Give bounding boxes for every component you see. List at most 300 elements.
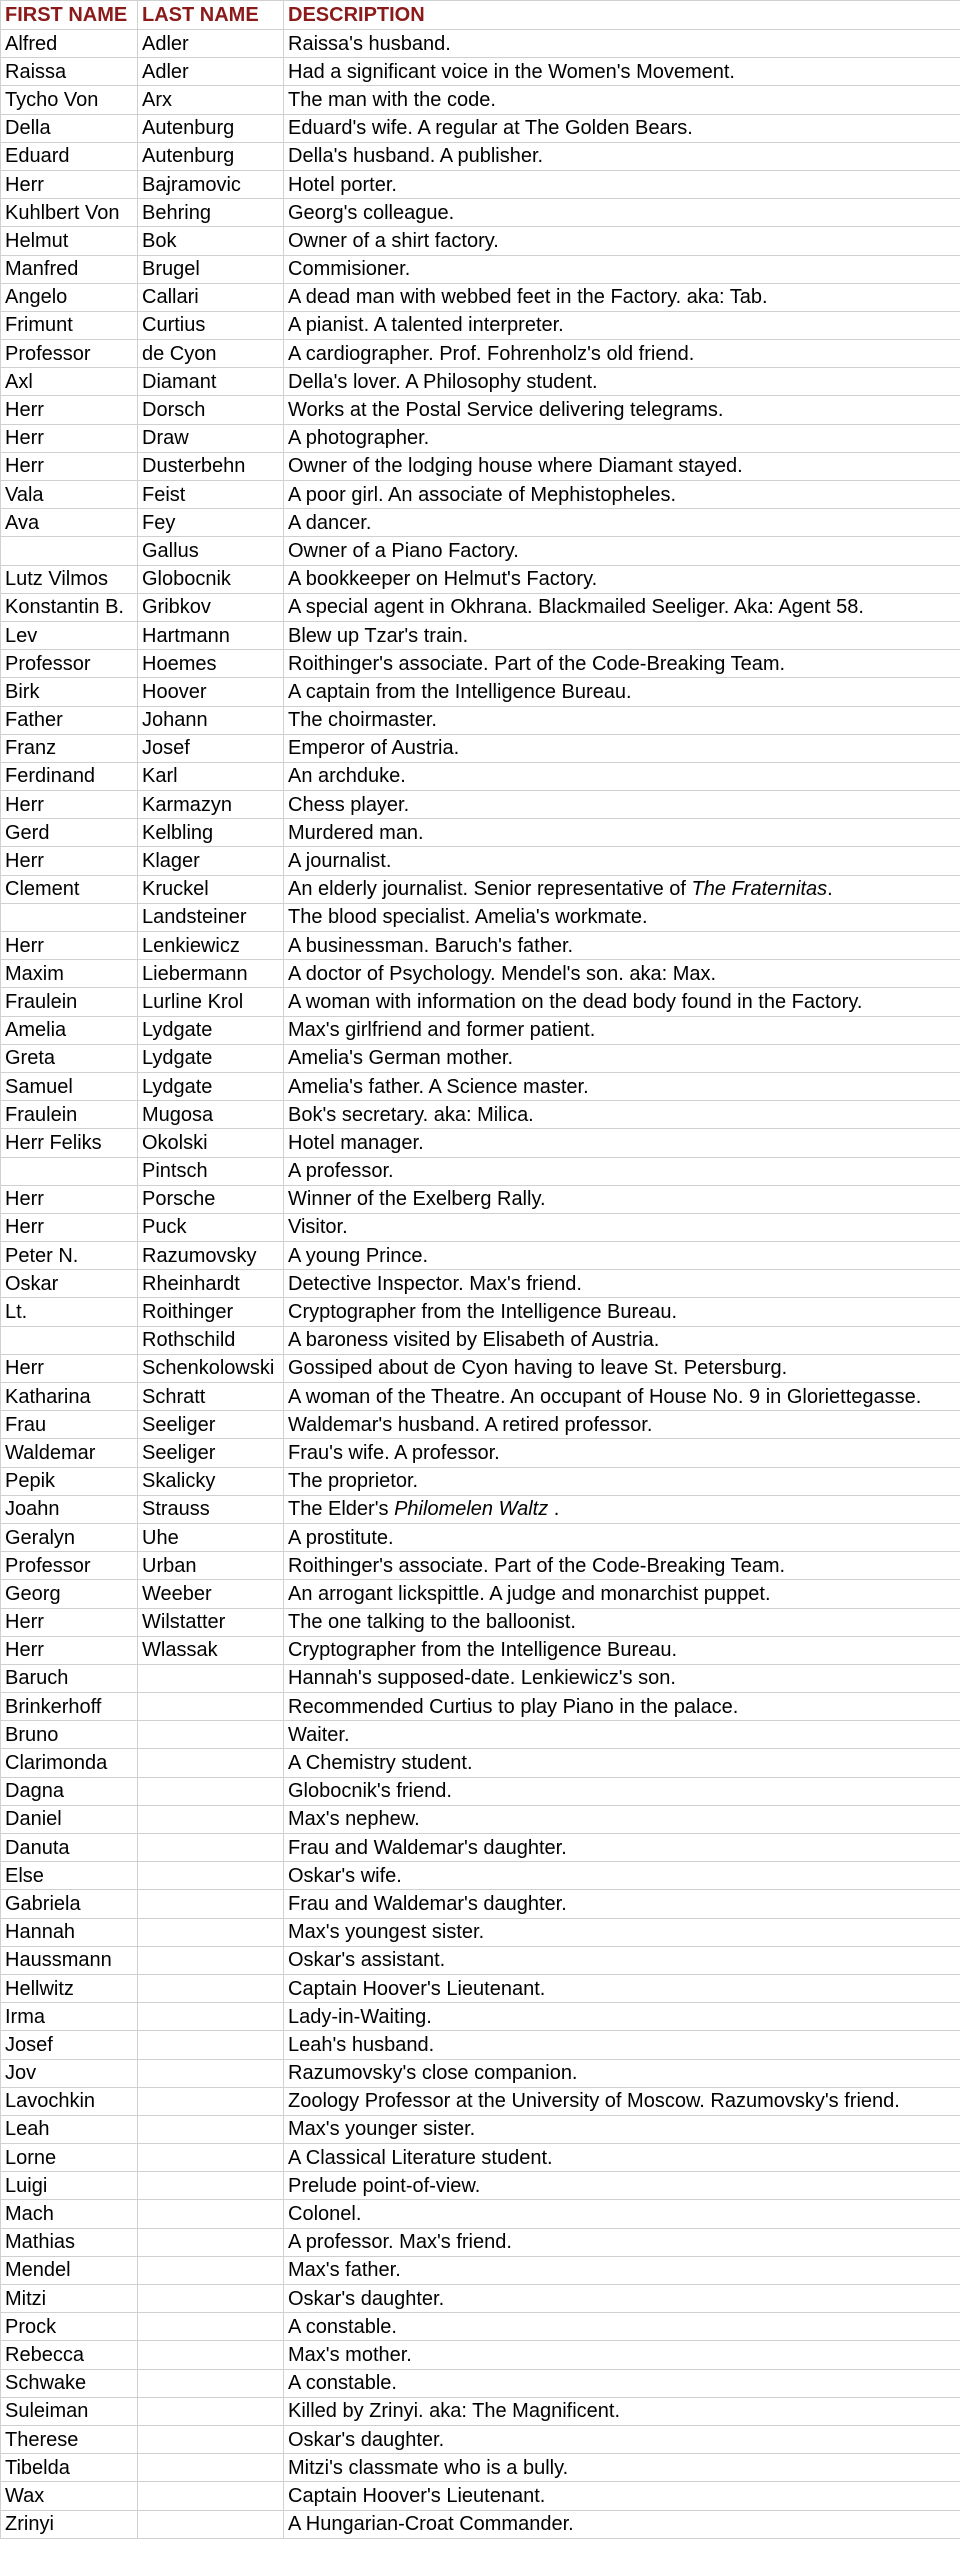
cell-last-name: Klager bbox=[138, 847, 284, 875]
cell-description: A captain from the Intelligence Bureau. bbox=[284, 678, 960, 706]
cell-first-name: Kuhlbert Von bbox=[1, 199, 138, 227]
table-row bbox=[1, 2397, 960, 2425]
table-row bbox=[1, 142, 960, 170]
cell-first-name: Dagna bbox=[1, 1777, 138, 1805]
cell-last-name bbox=[138, 2510, 284, 2538]
cell-description: A Hungarian-Croat Commander. bbox=[284, 2510, 960, 2538]
table-row bbox=[1, 1129, 960, 1157]
cell-last-name: Callari bbox=[138, 283, 284, 311]
cell-description: A journalist. bbox=[284, 847, 960, 875]
cell-last-name: Seeliger bbox=[138, 1439, 284, 1467]
table-row bbox=[1, 1467, 960, 1495]
cell-description: Visitor. bbox=[284, 1213, 960, 1241]
cell-first-name: Herr bbox=[1, 932, 138, 960]
cell-first-name: Herr bbox=[1, 452, 138, 480]
description-text-after: . bbox=[827, 878, 833, 901]
cell-description: The choirmaster. bbox=[284, 706, 960, 734]
cell-description: A young Prince. bbox=[284, 1242, 960, 1270]
cell-description: Waldemar's husband. A retired professor. bbox=[284, 1411, 960, 1439]
cell-last-name: Roithinger bbox=[138, 1298, 284, 1326]
cell-first-name: Daniel bbox=[1, 1805, 138, 1833]
table-row bbox=[1, 396, 960, 424]
cell-last-name: Hoemes bbox=[138, 650, 284, 678]
cell-description: Frau's wife. A professor. bbox=[284, 1439, 960, 1467]
header-row bbox=[1, 1, 960, 30]
cell-description: The one talking to the balloonist. bbox=[284, 1608, 960, 1636]
cell-description: A Classical Literature student. bbox=[284, 2144, 960, 2172]
cell-last-name: Razumovsky bbox=[138, 1242, 284, 1270]
table-row bbox=[1, 537, 960, 565]
cell-first-name: Maxim bbox=[1, 960, 138, 988]
cell-description: Waiter. bbox=[284, 1721, 960, 1749]
table-row bbox=[1, 311, 960, 339]
cell-first-name: Herr bbox=[1, 847, 138, 875]
cell-description: Works at the Postal Service delivering telegrams. bbox=[284, 396, 960, 424]
table-row bbox=[1, 2087, 960, 2115]
cell-description: A professor. Max's friend. bbox=[284, 2228, 960, 2256]
cell-first-name: Helmut bbox=[1, 227, 138, 255]
table-row bbox=[1, 1664, 960, 1692]
cell-description: A Chemistry student. bbox=[284, 1749, 960, 1777]
table-row bbox=[1, 1016, 960, 1044]
cell-description: Oskar's daughter. bbox=[284, 2425, 960, 2453]
cell-description: Owner of a shirt factory. bbox=[284, 227, 960, 255]
cell-last-name: Hoover bbox=[138, 678, 284, 706]
cell-last-name: Rothschild bbox=[138, 1326, 284, 1354]
table-row bbox=[1, 2031, 960, 2059]
table-row bbox=[1, 2454, 960, 2482]
cell-description: Razumovsky's close companion. bbox=[284, 2059, 960, 2087]
cell-first-name: Josef bbox=[1, 2031, 138, 2059]
cell-description: Max's younger sister. bbox=[284, 2115, 960, 2143]
cell-first-name: Luigi bbox=[1, 2172, 138, 2200]
cell-last-name: Bok bbox=[138, 227, 284, 255]
cell-description: Della's husband. A publisher. bbox=[284, 142, 960, 170]
cell-first-name: Angelo bbox=[1, 283, 138, 311]
cell-first-name: Bruno bbox=[1, 1721, 138, 1749]
cell-description: Mitzi's classmate who is a bully. bbox=[284, 2454, 960, 2482]
cell-first-name: Franz bbox=[1, 734, 138, 762]
cell-last-name: Arx bbox=[138, 86, 284, 114]
cell-first-name: Fraulein bbox=[1, 988, 138, 1016]
cell-last-name: Lydgate bbox=[138, 1072, 284, 1100]
cell-first-name: Professor bbox=[1, 1552, 138, 1580]
table-row bbox=[1, 734, 960, 762]
cell-last-name: Lydgate bbox=[138, 1044, 284, 1072]
cell-last-name: Skalicky bbox=[138, 1467, 284, 1495]
cell-first-name: Ferdinand bbox=[1, 762, 138, 790]
cell-last-name: Adler bbox=[138, 58, 284, 86]
cell-first-name: Herr Feliks bbox=[1, 1129, 138, 1157]
table-row bbox=[1, 1354, 960, 1382]
cell-last-name bbox=[138, 1693, 284, 1721]
cell-first-name: Baruch bbox=[1, 1664, 138, 1692]
table-row bbox=[1, 2172, 960, 2200]
cell-last-name bbox=[138, 2369, 284, 2397]
cell-description: Frau and Waldemar's daughter. bbox=[284, 1834, 960, 1862]
cell-last-name bbox=[138, 1946, 284, 1974]
cell-first-name: Tibelda bbox=[1, 2454, 138, 2482]
description-italic-title: Philomelen Waltz bbox=[394, 1498, 549, 1521]
cell-first-name: Herr bbox=[1, 791, 138, 819]
cell-last-name: Karmazyn bbox=[138, 791, 284, 819]
table-row bbox=[1, 593, 960, 621]
cell-description: A professor. bbox=[284, 1157, 960, 1185]
table-row bbox=[1, 2482, 960, 2510]
table-row bbox=[1, 1383, 960, 1411]
cell-description: A woman of the Theatre. An occupant of House No. 9 in Gloriettegasse. bbox=[284, 1383, 960, 1411]
cell-last-name: Brugel bbox=[138, 255, 284, 283]
cell-description: Gossiped about de Cyon having to leave St. Petersburg. bbox=[284, 1354, 960, 1382]
table-row bbox=[1, 227, 960, 255]
cell-last-name: Lenkiewicz bbox=[138, 932, 284, 960]
table-row bbox=[1, 1834, 960, 1862]
cell-description: Owner of a Piano Factory. bbox=[284, 537, 960, 565]
cell-last-name: Mugosa bbox=[138, 1101, 284, 1129]
cell-first-name: Birk bbox=[1, 678, 138, 706]
cell-last-name bbox=[138, 2087, 284, 2115]
cell-first-name: Peter N. bbox=[1, 1242, 138, 1270]
cell-description: Recommended Curtius to play Piano in the palace. bbox=[284, 1693, 960, 1721]
cell-description: Oskar's assistant. bbox=[284, 1946, 960, 1974]
cell-first-name: Fraulein bbox=[1, 1101, 138, 1129]
cell-first-name: Therese bbox=[1, 2425, 138, 2453]
table-row bbox=[1, 1580, 960, 1608]
cell-description: Hotel porter. bbox=[284, 170, 960, 198]
header-first-name: FIRST NAME bbox=[1, 1, 138, 30]
cell-description: The blood specialist. Amelia's workmate. bbox=[284, 903, 960, 931]
cell-first-name: Jov bbox=[1, 2059, 138, 2087]
cell-last-name: Dusterbehn bbox=[138, 452, 284, 480]
cell-description: Max's mother. bbox=[284, 2341, 960, 2369]
table-row bbox=[1, 565, 960, 593]
cell-first-name: Mach bbox=[1, 2200, 138, 2228]
cell-last-name: Kelbling bbox=[138, 819, 284, 847]
cell-description: A constable. bbox=[284, 2369, 960, 2397]
cell-first-name: Clement bbox=[1, 875, 138, 903]
description-text-after: . bbox=[548, 1498, 560, 1521]
cell-first-name: Samuel bbox=[1, 1072, 138, 1100]
cell-first-name: Clarimonda bbox=[1, 1749, 138, 1777]
cell-description: Max's nephew. bbox=[284, 1805, 960, 1833]
cell-first-name: Professor bbox=[1, 650, 138, 678]
cell-description: Max's youngest sister. bbox=[284, 1918, 960, 1946]
table-row bbox=[1, 1552, 960, 1580]
table-row bbox=[1, 706, 960, 734]
cell-first-name bbox=[1, 903, 138, 931]
table-row bbox=[1, 1270, 960, 1298]
table-row bbox=[1, 2200, 960, 2228]
table-row bbox=[1, 2510, 960, 2538]
table-row bbox=[1, 2228, 960, 2256]
cell-description: The proprietor. bbox=[284, 1467, 960, 1495]
cell-description: Roithinger's associate. Part of the Code-Breaking Team. bbox=[284, 1552, 960, 1580]
table-row bbox=[1, 1721, 960, 1749]
cell-last-name: Uhe bbox=[138, 1523, 284, 1551]
table-row bbox=[1, 86, 960, 114]
cell-first-name: Oskar bbox=[1, 1270, 138, 1298]
table-row bbox=[1, 847, 960, 875]
cell-last-name bbox=[138, 1664, 284, 1692]
table-row bbox=[1, 1749, 960, 1777]
table-row bbox=[1, 1862, 960, 1890]
cell-first-name: Mitzi bbox=[1, 2285, 138, 2313]
cell-first-name: Suleiman bbox=[1, 2397, 138, 2425]
cell-first-name: Hellwitz bbox=[1, 1974, 138, 2002]
cell-last-name: Wlassak bbox=[138, 1636, 284, 1664]
cell-first-name: Amelia bbox=[1, 1016, 138, 1044]
table-row bbox=[1, 819, 960, 847]
cell-description: Killed by Zrinyi. aka: The Magnificent. bbox=[284, 2397, 960, 2425]
cell-first-name: Zrinyi bbox=[1, 2510, 138, 2538]
cell-first-name: Herr bbox=[1, 170, 138, 198]
cell-last-name: Josef bbox=[138, 734, 284, 762]
cell-last-name: Kruckel bbox=[138, 875, 284, 903]
cell-description: Leah's husband. bbox=[284, 2031, 960, 2059]
cell-last-name: Lurline Krol bbox=[138, 988, 284, 1016]
cell-description: A woman with information on the dead body found in the Factory. bbox=[284, 988, 960, 1016]
cell-last-name bbox=[138, 1805, 284, 1833]
cell-last-name: Gribkov bbox=[138, 593, 284, 621]
cell-last-name: Liebermann bbox=[138, 960, 284, 988]
cell-first-name: Mendel bbox=[1, 2256, 138, 2284]
cell-last-name bbox=[138, 1918, 284, 1946]
cell-description: Prelude point-of-view. bbox=[284, 2172, 960, 2200]
table-body bbox=[1, 30, 960, 2539]
cell-description: A bookkeeper on Helmut's Factory. bbox=[284, 565, 960, 593]
table-row bbox=[1, 340, 960, 368]
cell-first-name: Joahn bbox=[1, 1495, 138, 1523]
cell-last-name bbox=[138, 1974, 284, 2002]
table-row bbox=[1, 283, 960, 311]
table-row bbox=[1, 1044, 960, 1072]
cell-description: Amelia's German mother. bbox=[284, 1044, 960, 1072]
cell-last-name: Seeliger bbox=[138, 1411, 284, 1439]
table-row bbox=[1, 2369, 960, 2397]
cell-first-name bbox=[1, 537, 138, 565]
cell-last-name: Draw bbox=[138, 424, 284, 452]
cell-last-name: Feist bbox=[138, 481, 284, 509]
cell-last-name bbox=[138, 2115, 284, 2143]
cell-last-name bbox=[138, 2482, 284, 2510]
cell-description: The man with the code. bbox=[284, 86, 960, 114]
cell-last-name bbox=[138, 1890, 284, 1918]
cell-last-name: Okolski bbox=[138, 1129, 284, 1157]
cell-first-name: Herr bbox=[1, 1213, 138, 1241]
description-text: The Elder's bbox=[288, 1498, 395, 1521]
cell-description: A special agent in Okhrana. Blackmailed Seeliger. Aka: Agent 58. bbox=[284, 593, 960, 621]
cell-description: A poor girl. An associate of Mephistopheles. bbox=[284, 481, 960, 509]
cell-first-name: Irma bbox=[1, 2003, 138, 2031]
cell-last-name: Bajramovic bbox=[138, 170, 284, 198]
table-row bbox=[1, 1890, 960, 1918]
cell-last-name: Landsteiner bbox=[138, 903, 284, 931]
cell-description: Zoology Professor at the University of Moscow. Razumovsky's friend. bbox=[284, 2087, 960, 2115]
cell-last-name: Wilstatter bbox=[138, 1608, 284, 1636]
table-row bbox=[1, 2341, 960, 2369]
description-text: An elderly journalist. Senior representative of bbox=[288, 878, 692, 901]
cell-description: A cardiographer. Prof. Fohrenholz's old friend. bbox=[284, 340, 960, 368]
cell-last-name bbox=[138, 2454, 284, 2482]
cell-first-name: Tycho Von bbox=[1, 86, 138, 114]
cell-description: Globocnik's friend. bbox=[284, 1777, 960, 1805]
cell-description: Chess player. bbox=[284, 791, 960, 819]
cell-description: Owner of the lodging house where Diamant stayed. bbox=[284, 452, 960, 480]
cell-description: A dancer. bbox=[284, 509, 960, 537]
cell-last-name: Schratt bbox=[138, 1383, 284, 1411]
cell-first-name: Father bbox=[1, 706, 138, 734]
cell-first-name: Konstantin B. bbox=[1, 593, 138, 621]
cell-first-name: Lorne bbox=[1, 2144, 138, 2172]
table-row bbox=[1, 1072, 960, 1100]
table-row bbox=[1, 1636, 960, 1664]
cell-description: Emperor of Austria. bbox=[284, 734, 960, 762]
cell-description: A businessman. Baruch's father. bbox=[284, 932, 960, 960]
cell-last-name: Gallus bbox=[138, 537, 284, 565]
table-row bbox=[1, 1326, 960, 1354]
table-row bbox=[1, 2144, 960, 2172]
cell-description: Raissa's husband. bbox=[284, 30, 960, 58]
cell-description: Hannah's supposed-date. Lenkiewicz's son. bbox=[284, 1664, 960, 1692]
cell-first-name: Greta bbox=[1, 1044, 138, 1072]
cell-last-name bbox=[138, 2003, 284, 2031]
cell-last-name bbox=[138, 2341, 284, 2369]
table-row bbox=[1, 2313, 960, 2341]
table-row bbox=[1, 1693, 960, 1721]
table-row bbox=[1, 932, 960, 960]
cell-description: Roithinger's associate. Part of the Code-Breaking Team. bbox=[284, 650, 960, 678]
table-row bbox=[1, 960, 960, 988]
cell-description: Blew up Tzar's train. bbox=[284, 621, 960, 649]
cell-description: Had a significant voice in the Women's Movement. bbox=[284, 58, 960, 86]
cell-description: Captain Hoover's Lieutenant. bbox=[284, 2482, 960, 2510]
cell-first-name: Gabriela bbox=[1, 1890, 138, 1918]
table-row bbox=[1, 424, 960, 452]
cell-last-name bbox=[138, 2059, 284, 2087]
cell-first-name: Herr bbox=[1, 1636, 138, 1664]
cell-description: Commisioner. bbox=[284, 255, 960, 283]
cell-description: A pianist. A talented interpreter. bbox=[284, 311, 960, 339]
cell-last-name bbox=[138, 2172, 284, 2200]
description-italic-title: The Fraternitas bbox=[691, 878, 828, 901]
cell-description: Colonel. bbox=[284, 2200, 960, 2228]
cell-last-name: Rheinhardt bbox=[138, 1270, 284, 1298]
table-row bbox=[1, 1185, 960, 1213]
cell-description: Max's father. bbox=[284, 2256, 960, 2284]
cell-last-name bbox=[138, 1834, 284, 1862]
cell-last-name: Porsche bbox=[138, 1185, 284, 1213]
cell-last-name bbox=[138, 1777, 284, 1805]
table-row bbox=[1, 255, 960, 283]
table-row bbox=[1, 621, 960, 649]
cell-first-name: Herr bbox=[1, 1185, 138, 1213]
cell-last-name: Weeber bbox=[138, 1580, 284, 1608]
cell-first-name: Frau bbox=[1, 1411, 138, 1439]
cell-description: Lady-in-Waiting. bbox=[284, 2003, 960, 2031]
cell-last-name bbox=[138, 2144, 284, 2172]
cell-last-name: Autenburg bbox=[138, 114, 284, 142]
table-row bbox=[1, 1974, 960, 2002]
table-row bbox=[1, 452, 960, 480]
cell-description: Cryptographer from the Intelligence Bureau. bbox=[284, 1636, 960, 1664]
cell-description: Frau and Waldemar's daughter. bbox=[284, 1890, 960, 1918]
cell-first-name: Haussmann bbox=[1, 1946, 138, 1974]
cell-first-name: Schwake bbox=[1, 2369, 138, 2397]
cell-last-name bbox=[138, 2313, 284, 2341]
cell-last-name bbox=[138, 2425, 284, 2453]
cell-first-name: Alfred bbox=[1, 30, 138, 58]
cell-description: Eduard's wife. A regular at The Golden Bears. bbox=[284, 114, 960, 142]
table-row bbox=[1, 58, 960, 86]
table-row bbox=[1, 509, 960, 537]
cell-last-name: Dorsch bbox=[138, 396, 284, 424]
table-row bbox=[1, 2115, 960, 2143]
cell-last-name: Curtius bbox=[138, 311, 284, 339]
table-row bbox=[1, 2003, 960, 2031]
table-row bbox=[1, 114, 960, 142]
table-row bbox=[1, 1439, 960, 1467]
table-row bbox=[1, 875, 960, 903]
cell-first-name: Pepik bbox=[1, 1467, 138, 1495]
cell-description: Bok's secretary. aka: Milica. bbox=[284, 1101, 960, 1129]
cell-first-name: Frimunt bbox=[1, 311, 138, 339]
cell-last-name bbox=[138, 1749, 284, 1777]
cell-first-name: Ava bbox=[1, 509, 138, 537]
header-last-name: LAST NAME bbox=[138, 1, 284, 30]
cell-first-name bbox=[1, 1326, 138, 1354]
table-row bbox=[1, 1608, 960, 1636]
cell-first-name: Herr bbox=[1, 424, 138, 452]
cell-last-name: Pintsch bbox=[138, 1157, 284, 1185]
cell-description: Georg's colleague. bbox=[284, 199, 960, 227]
cell-first-name: Professor bbox=[1, 340, 138, 368]
cell-description: Cryptographer from the Intelligence Bureau. bbox=[284, 1298, 960, 1326]
table-row bbox=[1, 481, 960, 509]
cell-description bbox=[284, 875, 960, 903]
cell-last-name: de Cyon bbox=[138, 340, 284, 368]
cell-first-name: Axl bbox=[1, 368, 138, 396]
table-row bbox=[1, 199, 960, 227]
cell-first-name: Raissa bbox=[1, 58, 138, 86]
cell-first-name: Else bbox=[1, 1862, 138, 1890]
cell-last-name: Hartmann bbox=[138, 621, 284, 649]
cell-last-name: Globocnik bbox=[138, 565, 284, 593]
cell-first-name: Leah bbox=[1, 2115, 138, 2143]
cell-first-name: Vala bbox=[1, 481, 138, 509]
cell-first-name: Lutz Vilmos bbox=[1, 565, 138, 593]
cell-description: An archduke. bbox=[284, 762, 960, 790]
table-row bbox=[1, 1101, 960, 1129]
table-row bbox=[1, 988, 960, 1016]
cell-description: A doctor of Psychology. Mendel's son. aka: Max. bbox=[284, 960, 960, 988]
cell-description: A dead man with webbed feet in the Factory. aka: Tab. bbox=[284, 283, 960, 311]
cell-first-name: Prock bbox=[1, 2313, 138, 2341]
cell-first-name bbox=[1, 1157, 138, 1185]
cell-first-name: Wax bbox=[1, 2482, 138, 2510]
table-row bbox=[1, 2285, 960, 2313]
table-row bbox=[1, 1213, 960, 1241]
cell-description: Oskar's daughter. bbox=[284, 2285, 960, 2313]
cell-first-name: Della bbox=[1, 114, 138, 142]
cell-description: A constable. bbox=[284, 2313, 960, 2341]
table-row bbox=[1, 170, 960, 198]
table-row bbox=[1, 2059, 960, 2087]
table-row bbox=[1, 1523, 960, 1551]
cell-last-name bbox=[138, 1721, 284, 1749]
table-row bbox=[1, 1298, 960, 1326]
cell-description: Hotel manager. bbox=[284, 1129, 960, 1157]
cell-first-name: Lavochkin bbox=[1, 2087, 138, 2115]
